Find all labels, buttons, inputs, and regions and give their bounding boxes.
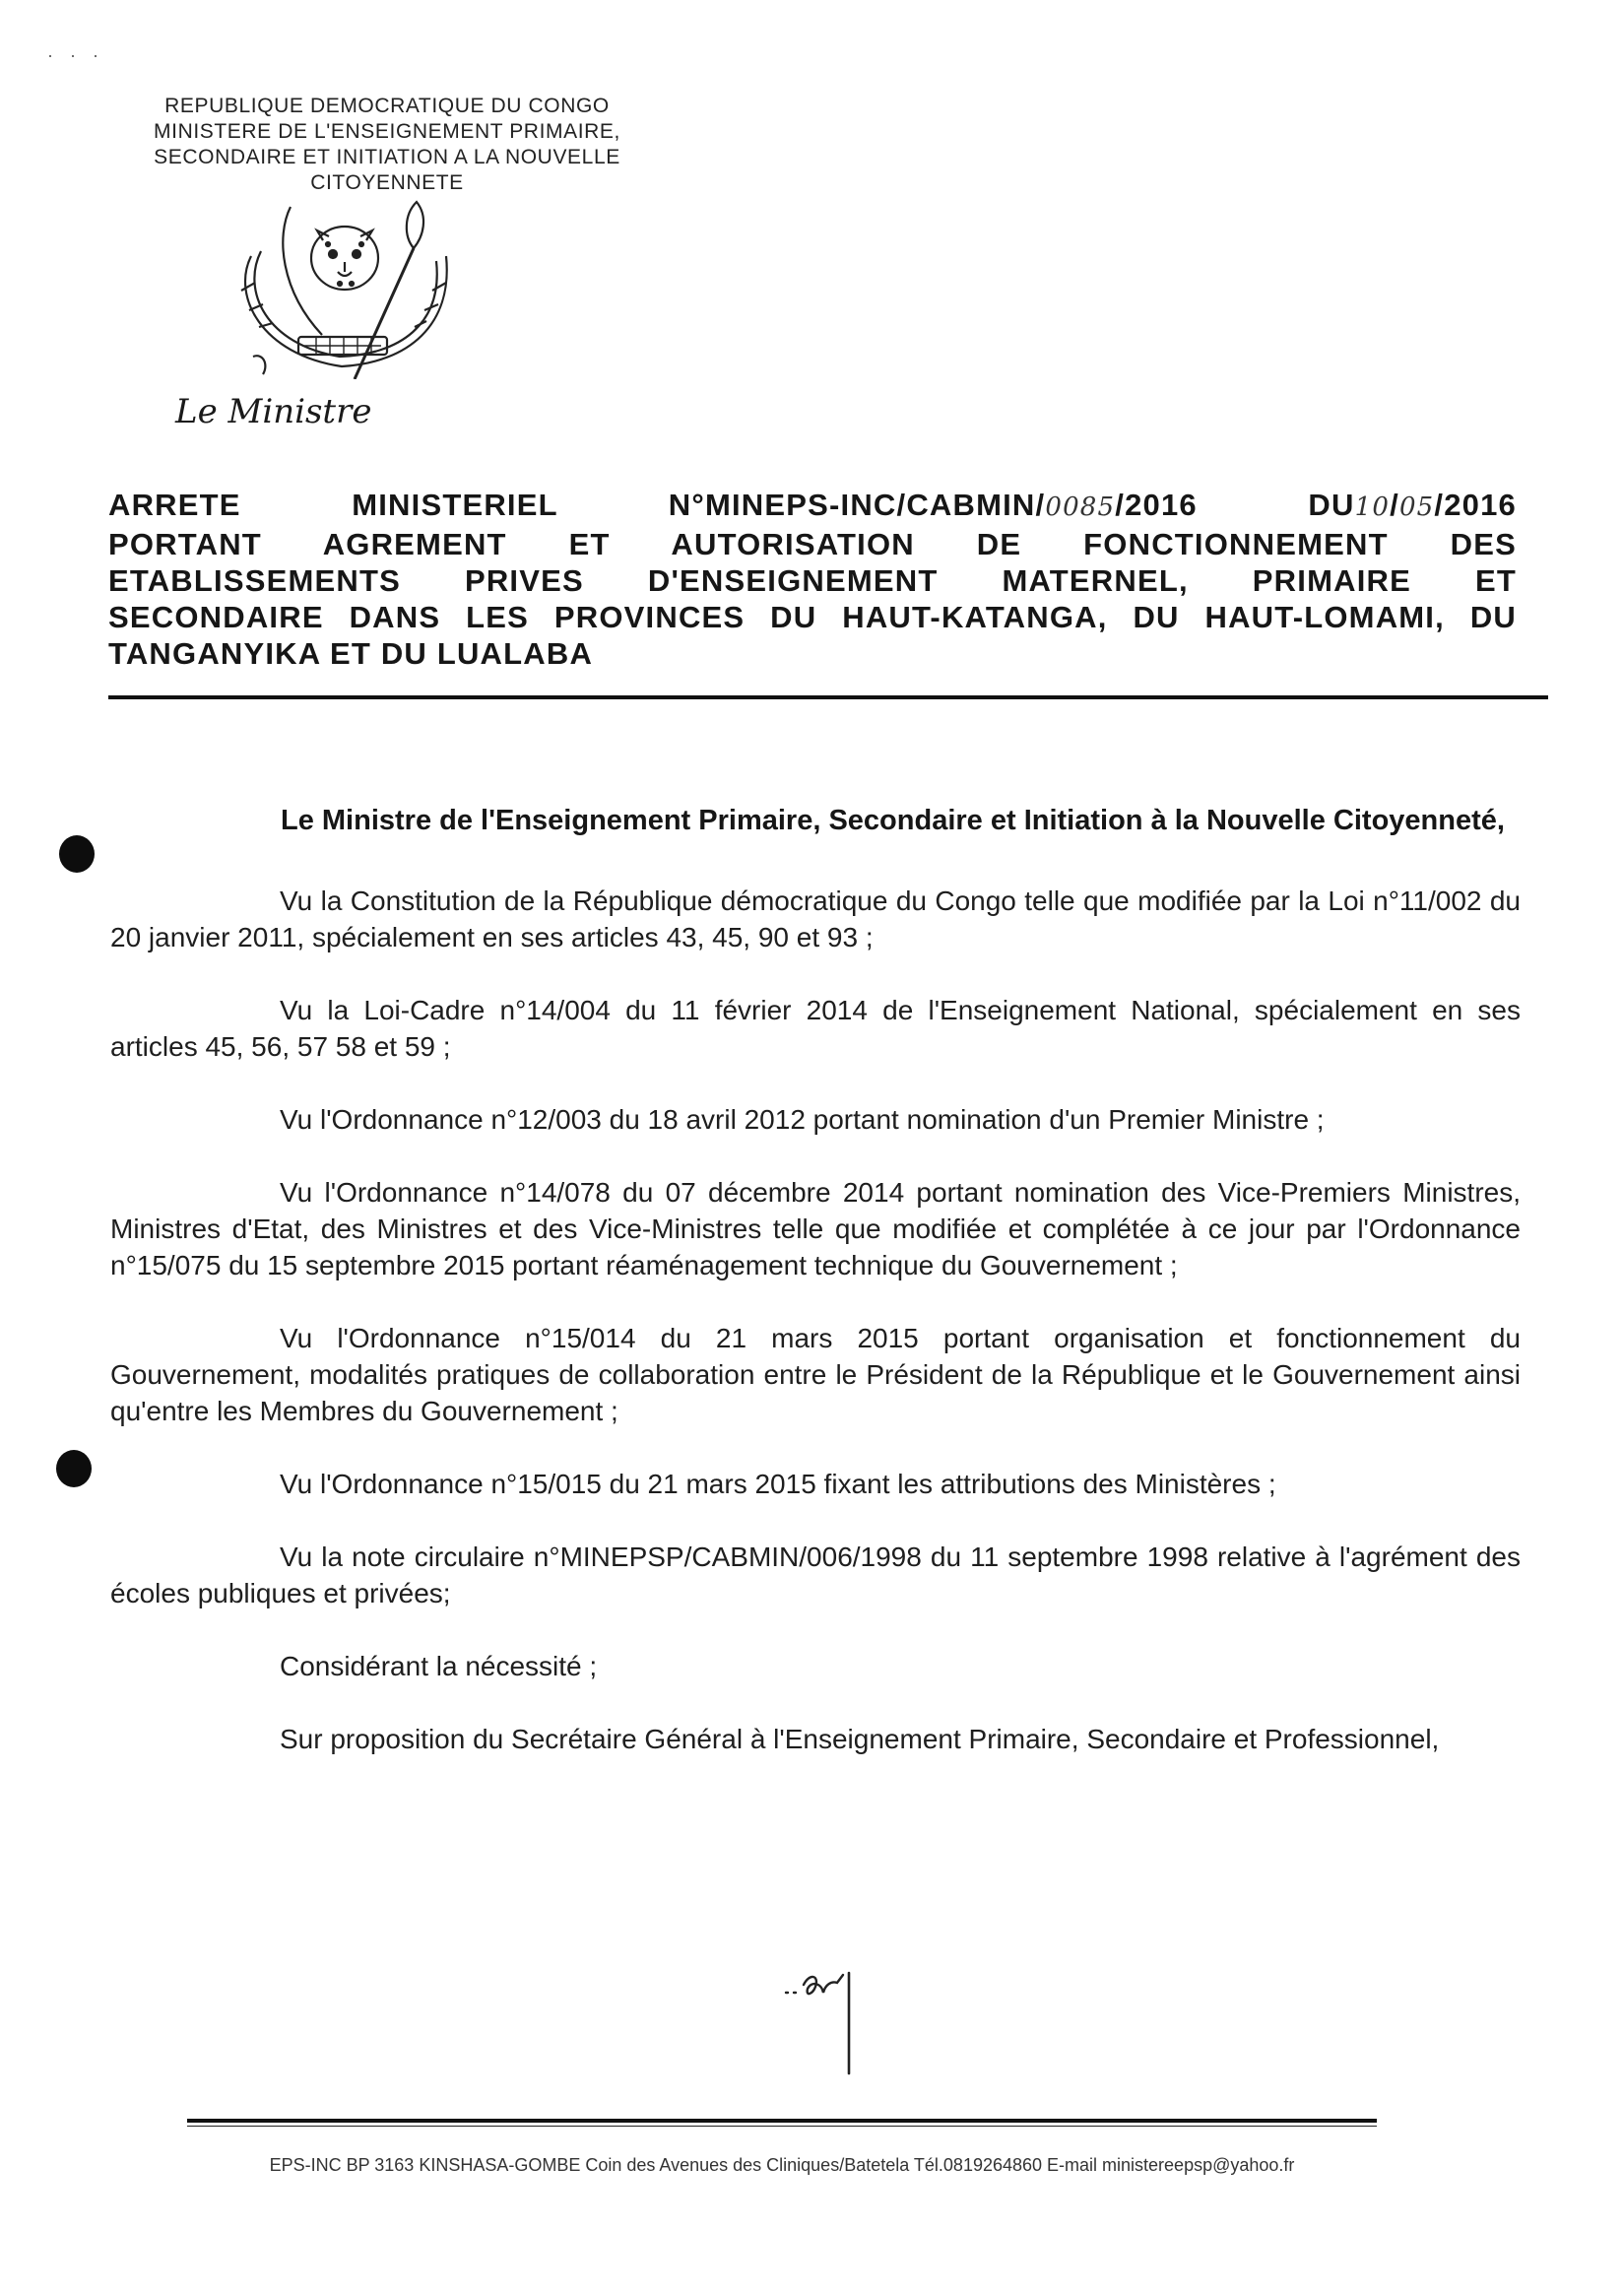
recital-ordonnance-attributions: Vu l'Ordonnance n°15/015 du 21 mars 2015 fixant les attributions des Ministères ; (280, 1469, 1276, 1499)
minister-signature-label: Le Ministre (175, 392, 372, 431)
initials-signature-icon (778, 1955, 886, 2078)
letterhead-line-ministry-cont: SECONDAIRE ET INITIATION A LA NOUVELLE (154, 146, 620, 168)
recital-note-circulaire: Vu la note circulaire n°MINEPSP/CABMIN/006/1998 du 11 septembre 1998 relative à l'agrément des écoles publiques et privées; (110, 1542, 1521, 1608)
decree-body (110, 803, 1521, 1794)
letterhead-line-ministry: MINISTERE DE L'ENSEIGNEMENT PRIMAIRE, (154, 120, 620, 143)
footer-contact: EPS-INC BP 3163 KINSHASA-GOMBE Coin des Avenues des Cliniques/Batetela Tél.0819264860 E-mail ministereepsp@yahoo.fr (269, 2155, 1295, 2175)
letterhead-line-country: REPUBLIQUE DEMOCRATIQUE DU CONGO (164, 95, 610, 117)
decree-date-day: 10 (1354, 492, 1391, 522)
recital-necessite: Considérant la nécessité ; (280, 1651, 598, 1681)
recital-ordonnance-gouvernement: Vu l'Ordonnance n°14/078 du 07 décembre 2014 portant nomination des Vice-Premiers Ministres, Ministres d'Etat, des Ministres et des Vice-Ministres telle que modifiée et complétée à ce jour par l'Ordonnance n°15/075 du 15 septembre 2015 portant réaménagement technique du Gouvernement ; (110, 1177, 1521, 1280)
decree-date-year: /2016 (1434, 488, 1517, 522)
decree-date-month: 05 (1398, 492, 1435, 522)
decree-title-line-5: TANGANYIKA ET DU LUALABA (108, 636, 594, 671)
recital-ordonnance-organisation: Vu l'Ordonnance n°15/014 du 21 mars 2015 portant organisation et fonctionnement du Gouvernement, modalités pratiques de collaboration entre le Président de la République et le Gouvernement ainsi qu'entre les Membres du Gouvernement ; (110, 1323, 1521, 1426)
decree-title-line-3: ETABLISSEMENTS PRIVES D'ENSEIGNEMENT MATERNEL, PRIMAIRE ET (108, 563, 1517, 598)
decree-title-line-2: PORTANT AGREMENT ET AUTORISATION DE FONCTIONNEMENT DES (108, 527, 1517, 561)
letterhead-line-ministry-end: CITOYENNETE (310, 171, 464, 194)
title-divider (108, 695, 1548, 699)
decree-prefix: ARRETE MINISTERIEL N°MINEPS-INC/CABMIN/ (108, 488, 1046, 522)
footer-divider-thick (187, 2119, 1377, 2123)
decree-title-line-4: SECONDAIRE DANS LES PROVINCES DU HAUT-KATANGA, DU HAUT-LOMAMI, DU (108, 600, 1517, 634)
punch-hole-top (59, 835, 95, 873)
scan-artifact-marks: · · · (47, 45, 104, 65)
punch-hole-bottom (56, 1450, 92, 1487)
letterhead (101, 94, 673, 196)
recital-ordonnance-premier-ministre: Vu l'Ordonnance n°12/003 du 18 avril 2012 portant nomination d'un Premier Ministre ; (280, 1104, 1325, 1135)
decree-title (108, 487, 1517, 672)
decree-year-du: /2016 DU (1115, 488, 1355, 522)
recital-constitution: Vu la Constitution de la République démocratique du Congo telle que modifiée par la Loi n°11/002 du 20 janvier 2011, spécialement en ses articles 43, 45, 90 et 93 ; (110, 886, 1521, 952)
coat-of-arms-icon (222, 197, 473, 379)
decree-title-line-1: ARRETE MINISTERIEL N°MINEPS-INC/CABMIN/0085/2016 DU10/05/2016 (108, 488, 1517, 522)
decree-number: 0085 (1045, 492, 1116, 522)
footer-divider-thin (187, 2126, 1377, 2127)
recital-loi-cadre: Vu la Loi-Cadre n°14/004 du 11 février 2014 de l'Enseignement National, spécialement en ses articles 45, 56, 57 58 et 59 ; (110, 995, 1521, 1062)
recital-proposition: Sur proposition du Secrétaire Général à l'Enseignement Primaire, Secondaire et Professionnel, (280, 1724, 1440, 1754)
decree-intro: Le Ministre de l'Enseignement Primaire, Secondaire et Initiation à la Nouvelle Citoyenneté, (281, 805, 1505, 836)
